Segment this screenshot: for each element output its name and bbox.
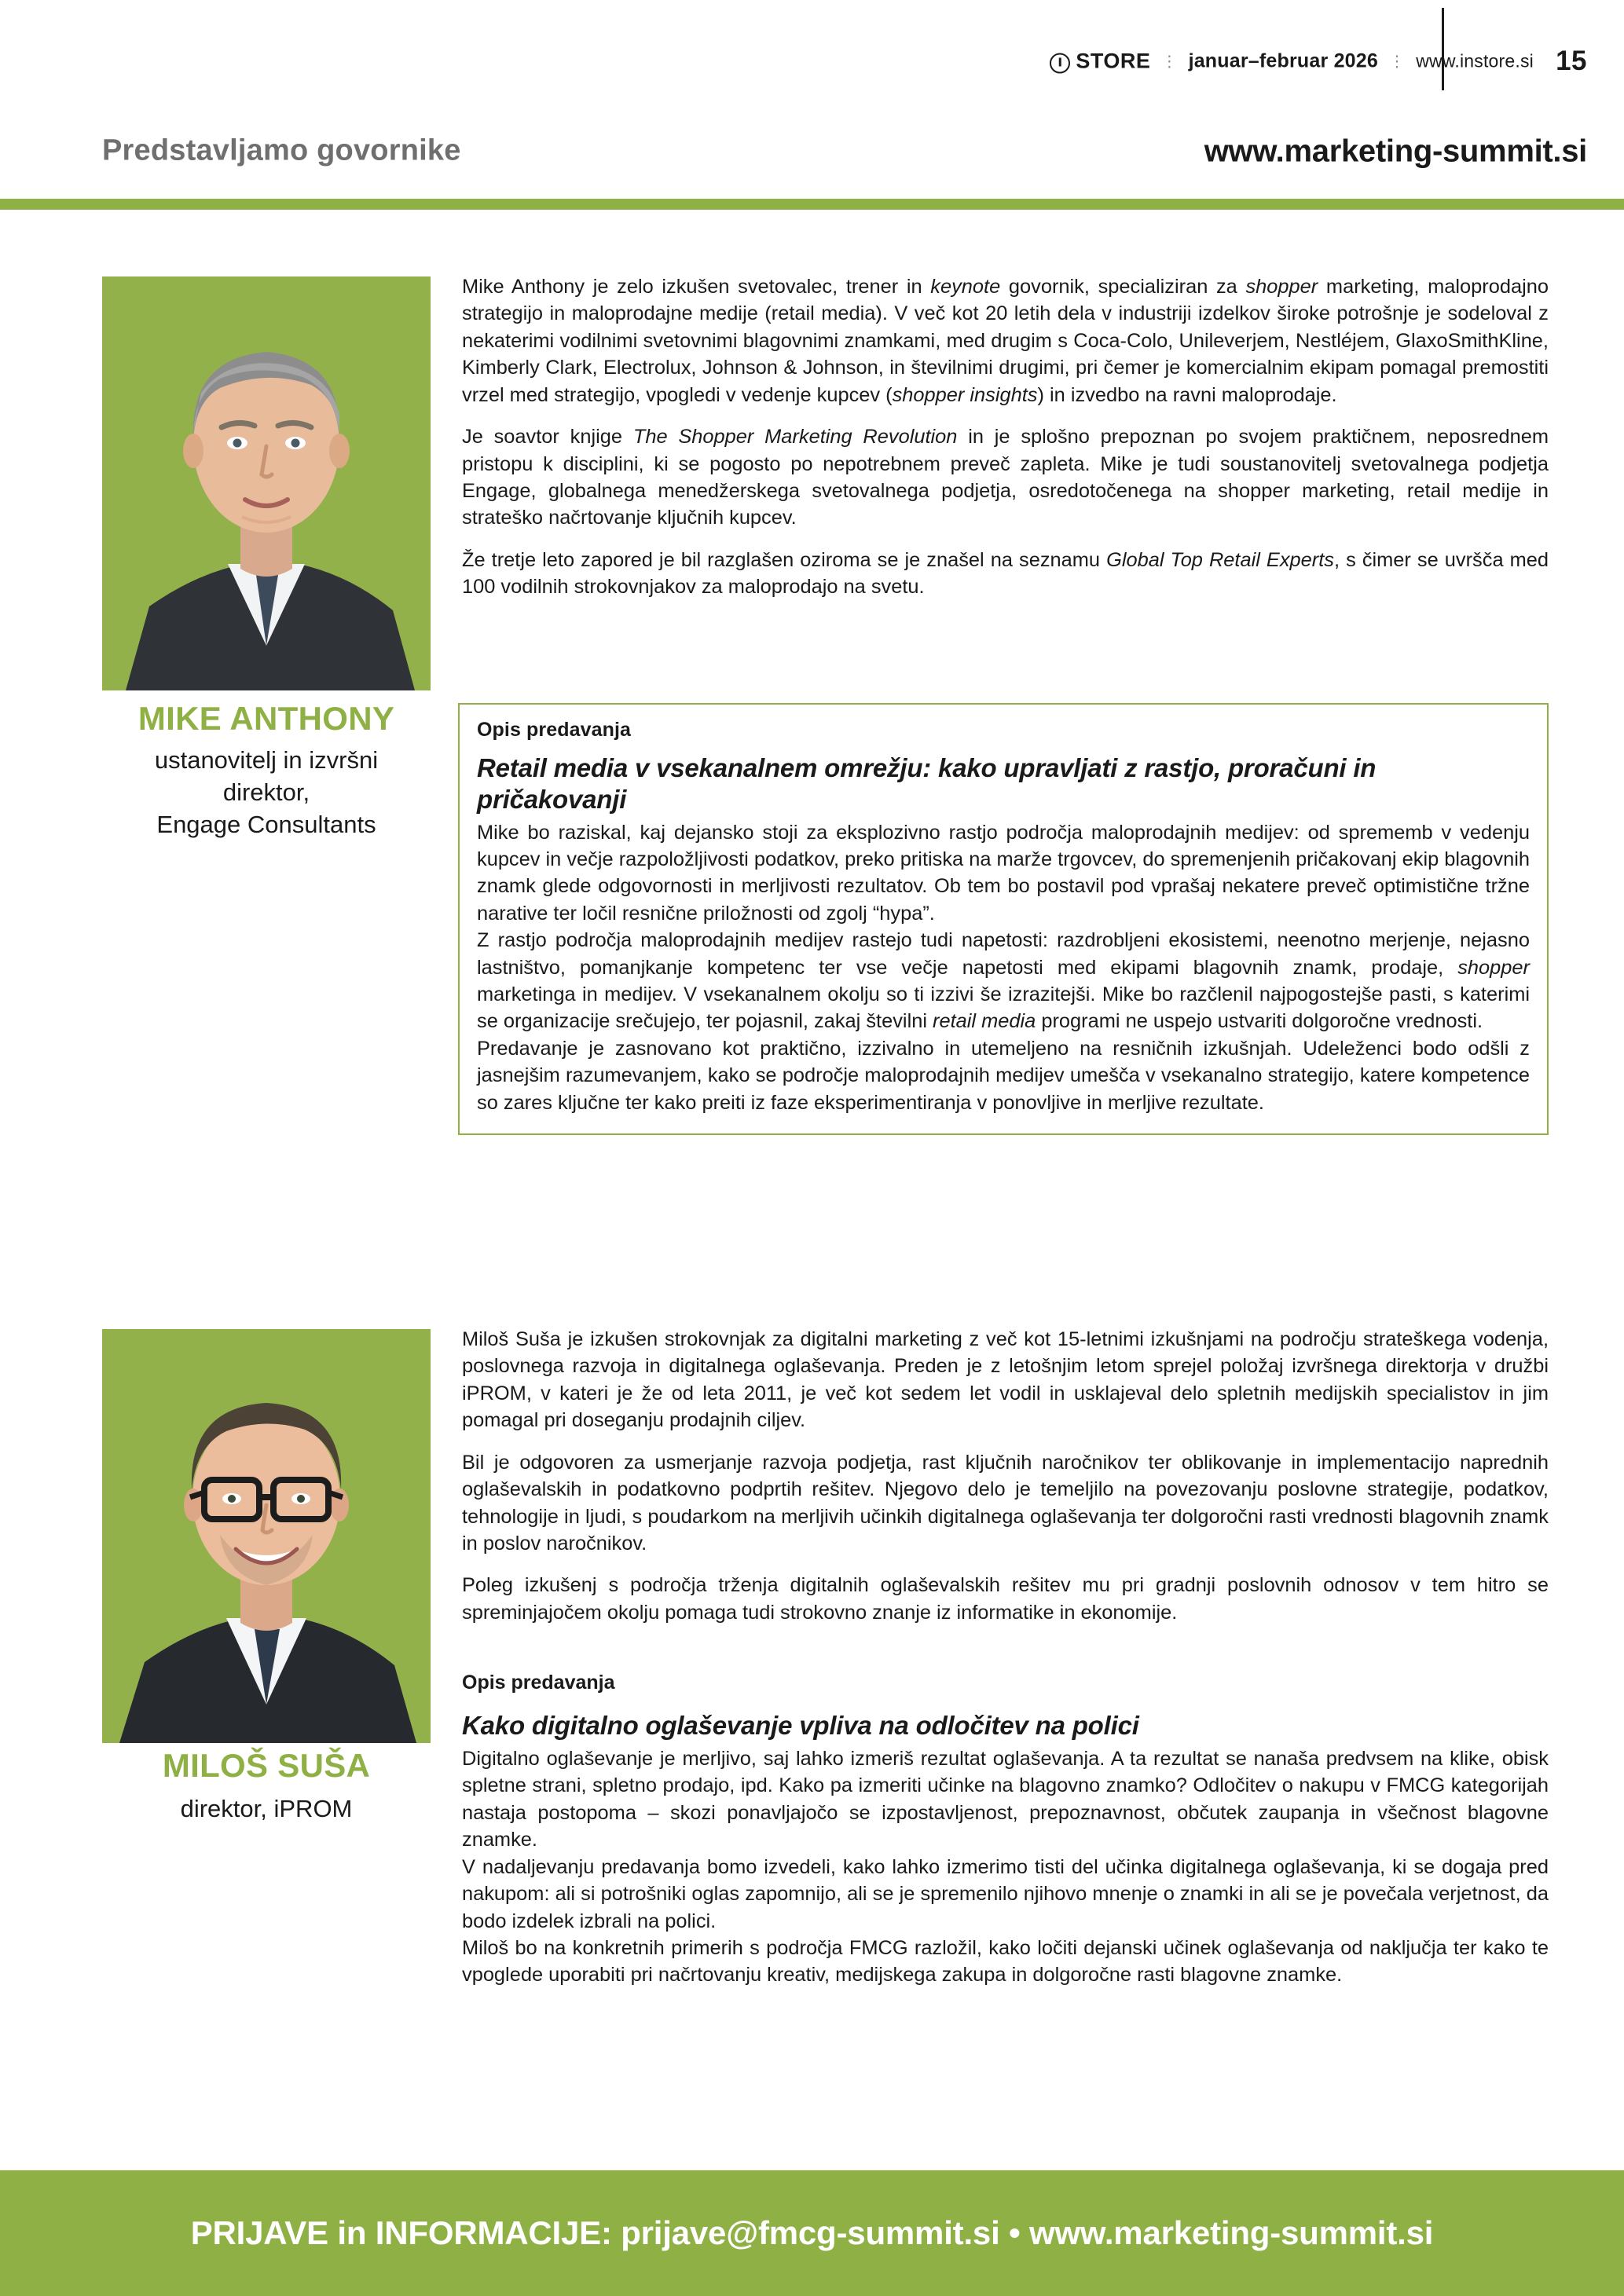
speaker-2-talk-body	[462, 1745, 1549, 1989]
speaker-1-talk-p2: Z rastjo področja maloprodajnih medijev rastejo tudi napetosti: razdrobljeni ekosistemi, neenotno merjenje, nejasno lastništvo, pomanjkanje kompetenc ter vse večje napetosti med ekipami blagovnih znamk, prodaje, shopper marketinga in medijev. V vsekanalnem okolju so ti izzivi še izrazitejši. Mike bo razčlenil najpogostejše pasti, s katerimi se organizacije srečujejo, ter pojasnil, zakaj številni retail media programi ne uspejo ustvariti dolgoročne vrednosti.	[477, 929, 1530, 1033]
instore-website: www.instore.si	[1416, 50, 1534, 71]
speaker-2-talk-p3: Miloš bo na konkretnih primerih s področja FMCG razložil, kako ločiti dejanski učinek oglaševanja od naključja ter kako te vpoglede uporabiti pri načrtovanju kreativ, medijskega zakupa in dolgoročne rasti blagovne znamke.	[462, 1936, 1549, 1987]
page-number: 15	[1556, 46, 1587, 76]
speaker-1-name: MIKE ANTHONY	[137, 700, 395, 737]
speaker-1-role-line2: direktor,	[222, 778, 310, 806]
speaker-2-name: MILOŠ SUŠA	[162, 1747, 371, 1784]
instore-logo	[1050, 49, 1150, 74]
top-green-divider	[0, 199, 1624, 210]
brand-name: STORE	[1076, 49, 1151, 73]
speaker-1-talk-box	[458, 703, 1549, 1135]
speaker-2-talk-title: Kako digitalno oglaševanje vpliva na odločitev na polici	[462, 1711, 1139, 1740]
speaker-2-talk-p2: V nadaljevanju predavanja bomo izvedeli, kako lahko izmerimo tisti del učinka digitalnega oglaševanja, ki se dogaja pred nakupom: ali si potrošniki oglas zapomnijo, ali se je spremenilo njihovo mnenje o znamki in ali se je povečala verjetnost, da bodo izdelek izbrali na polici.	[462, 1855, 1549, 1932]
speaker-2-role-line1: direktor, iPROM	[180, 1795, 353, 1822]
milos-susa-photo	[102, 1329, 431, 1743]
masthead	[1050, 49, 1534, 74]
masthead-separator-2: ⋮	[1389, 53, 1406, 71]
circled-i-icon	[1050, 53, 1070, 73]
issue-date: januar–februar 2026	[1188, 49, 1378, 72]
mike-anthony-photo	[102, 276, 431, 690]
speaker-2-bio-p1: Miloš Suša je izkušen strokovnjak za digitalni marketing z več kot 15-letnimi izkušnjami na področju strateškega vodenja, poslovnega razvoja in digitalnega oglaševanja. Preden je z letošnjim letom sprejel položaj izvršnega direktorja v družbi iPROM, v kateri je že od leta 2011, je več kot sedem let vodil in usklajeval delo spletnih medijskih specialistov in jim pomagal pri doseganju prodajnih ciljev.	[462, 1328, 1549, 1432]
speaker-1-talk-p1: Mike bo raziskal, kaj dejansko stoji za eksplozivno rastjo področja maloprodajnih medijev: od sprememb v vedenju kupcev in večje razpoložljivosti podatkov, preko pritiska na marže trgovcev, do spremenjenih pričakovanj ekip blagovnih znamk glede odgovornosti in merljivosti rezultatov. Ob tem bo postavil pod vprašaj nekatere preveč optimistične tržne narative ter ločil resnične priložnosti od zgolj “hypa”.	[477, 821, 1530, 925]
speaker-1-portrait	[102, 276, 431, 690]
speaker-2-talk-label: Opis predavanja	[462, 1672, 615, 1694]
speaker-2-role	[97, 1793, 435, 1825]
speaker-1-talk-label: Opis predavanja	[477, 719, 632, 741]
speaker-2-bio	[462, 1326, 1549, 1626]
speaker-2-talk-p1: Digitalno oglaševanje je merljivo, saj lahko izmeriš rezultat oglaševanja. A ta rezultat se nanaša predvsem na klike, obisk spletne strani, spletno prodajo, ipd. Kako pa izmeriti učinke na blagovno znamko? Odločitev o nakupu v FMCG kategorijah nastaja postopoma – skozi ponavljajočo se izpostavljenost, prepoznavnost, občutek zaupanja in všečnost blagovne znamke.	[462, 1748, 1549, 1851]
speaker-1-bio	[462, 273, 1549, 601]
footer-contact: PRIJAVE in INFORMACIJE: prijave@fmcg-summit.si • www.marketing-summit.si	[190, 2214, 1434, 2251]
speaker-1-role-line3: Engage Consultants	[156, 810, 376, 838]
speaker-1-role	[97, 745, 435, 841]
speaker-1-role-line1: ustanovitelj in izvršni	[154, 746, 379, 774]
speaker-1-bio-p2: Je soavtor knjige The Shopper Marketing Revolution in je splošno prepoznan po svojem praktičnem, neposrednem pristopu k disciplini, ki se pogosto po nepotrebnem preveč zapleta. Mike je tudi soustanovitelj svetovalnega podjetja Engage, globalnega menedžerskega svetovalnega podjetja, osredotočenega na shopper marketing, retail medije in strateško načrtovanje ključnih kupcev.	[462, 426, 1549, 529]
speaker-1-bio-p3: Že tretje leto zapored je bil razglašen oziroma se je znašel na seznamu Global Top Retail Experts, s čimer se uvršča med 100 vodilnih strokovnjakov za maloprodajo na svetu.	[462, 548, 1549, 599]
speaker-2-bio-p3: Poleg izkušenj s področja trženja digitalnih oglaševalskih rešitev mu pri gradnji poslovnih odnosov v tem hitro se spreminjajočem okolju pomaga tudi strokovno znanje iz informatike in ekonomije.	[462, 1574, 1549, 1624]
speaker-2-portrait	[102, 1329, 431, 1743]
speaker-1-bio-p1: Mike Anthony je zelo izkušen svetovalec, trener in keynote govornik, specializiran za shopper marketing, maloprodajno strategijo in maloprodajne medije (retail media). V več kot 20 letih dela v industriji izdelkov široke potrošnje je sodeloval z nekaterimi vodilnimi svetovnimi blagovnimi znamkami, med drugim s Coca-Colo, Unileverjem, Nestléjem, GlaxoSmithKline, Kimberly Clark, Electrolux, Johnson & Johnson, in številnimi drugimi, pri čemer je komercialnim ekipam pomagal premostiti vrzel med strategijo, vpogledi v vedenje kupcev (shopper insights) in izvedbo na ravni maloprodaje.	[462, 276, 1549, 406]
masthead-separator-1: ⋮	[1161, 53, 1178, 71]
speaker-2-bio-p2: Bil je odgovoren za usmerjanje razvoja podjetja, rast ključnih naročnikov ter oblikovanje in implementacijo naprednih oglaševalskih in podatkovno podprtih rešitev. Njegovo delo je temeljilo na povezovanju poslovne strategije, podatkov, tehnologije in ljudi, s poudarkom na merljivih učinkih digitalnega oglaševanja ter dolgoročni rasti vrednosti blagovnih znamk in poslov naročnikov.	[462, 1451, 1549, 1554]
speaker-1-talk-p3: Predavanje je zasnovano kot praktično, izzivalno in utemeljeno na resničnih izkušnjah. Udeleženci bodo odšli z jasnejšim razumevanjem, kako se področje maloprodajnih medijev umešča v vsekanalno strategijo, katere kompetence so zares ključne ter kako preiti iz faze eksperimentiranja v ponovljive in merljive rezultate.	[477, 1037, 1530, 1114]
speaker-1-talk-title: Retail media v vsekanalnem omrežju: kako upravljati z rastjo, proračuni in pričakovanji	[477, 753, 1377, 815]
summit-url: www.marketing-summit.si	[1204, 134, 1587, 169]
section-title: Predstavljamo govornike	[102, 134, 461, 167]
